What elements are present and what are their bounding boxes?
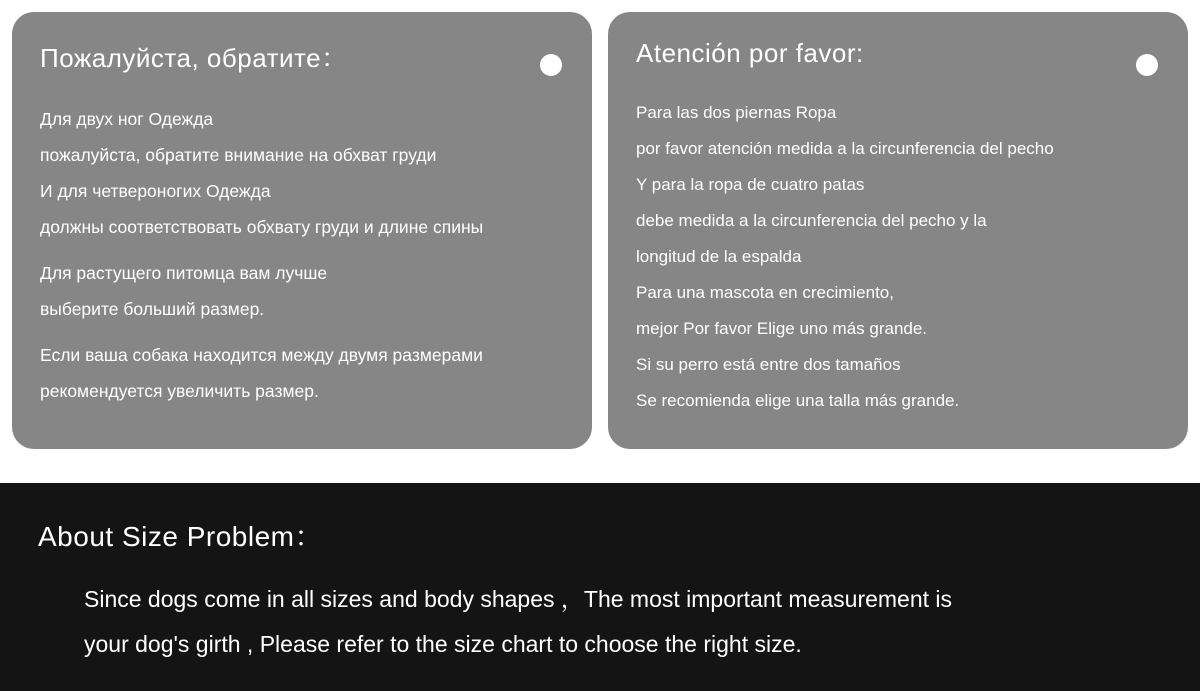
about-size-line: Since dogs come in all sizes and body shapes ，The most important measurement is: [84, 586, 953, 612]
russian-notice-lines: [40, 101, 568, 409]
about-size-line: your dog's girth , Please refer to the size chart to choose the right size.: [84, 631, 802, 657]
notice-line: mejor Por favor Elige uno más grande.: [636, 319, 928, 338]
dot-indicator-icon: [1136, 54, 1158, 76]
notice-line: рекомендуется увеличить размер.: [40, 381, 319, 401]
notice-line: Si su perro está entre dos tamaños: [636, 355, 901, 374]
notice-line: Y para la ropa de cuatro patas: [636, 175, 865, 194]
notice-line: Se recomienda elige una talla más grande.: [636, 391, 960, 410]
russian-notice-card: [12, 12, 592, 449]
about-size-banner: [0, 483, 1200, 691]
notice-line: выберите больший размер.: [40, 299, 265, 319]
notice-line: Para las dos piernas Ropa: [636, 103, 837, 122]
spanish-notice-lines: [636, 95, 1164, 419]
russian-notice-title: Пожалуйста, обратите：: [40, 43, 348, 73]
notice-line: Для двух ног Одежда: [40, 109, 214, 129]
notice-line: Para una mascota en crecimiento,: [636, 283, 894, 302]
dot-indicator-icon: [540, 54, 562, 76]
spanish-notice-title: Atención por favor:: [636, 38, 864, 68]
notice-line: должны соответствовать обхвату груди и длине спины: [40, 217, 484, 237]
notice-line: пожалуйста, обратите внимание на обхват груди: [40, 145, 437, 165]
notice-line: Если ваша собака находится между двумя размерами: [40, 345, 483, 365]
notice-line: longitud de la espalda: [636, 247, 802, 266]
notice-line: Для растущего питомца вам лучше: [40, 263, 328, 283]
spanish-notice-card: [608, 12, 1188, 449]
about-size-body: [84, 577, 1200, 667]
notice-line: por favor atención medida a la circunferencia del pecho: [636, 139, 1054, 158]
about-size-title: About Size Problem：: [38, 521, 323, 552]
notice-line: debe medida a la circunferencia del pecho y la: [636, 211, 987, 230]
notice-line: И для четвероногих Одежда: [40, 181, 271, 201]
